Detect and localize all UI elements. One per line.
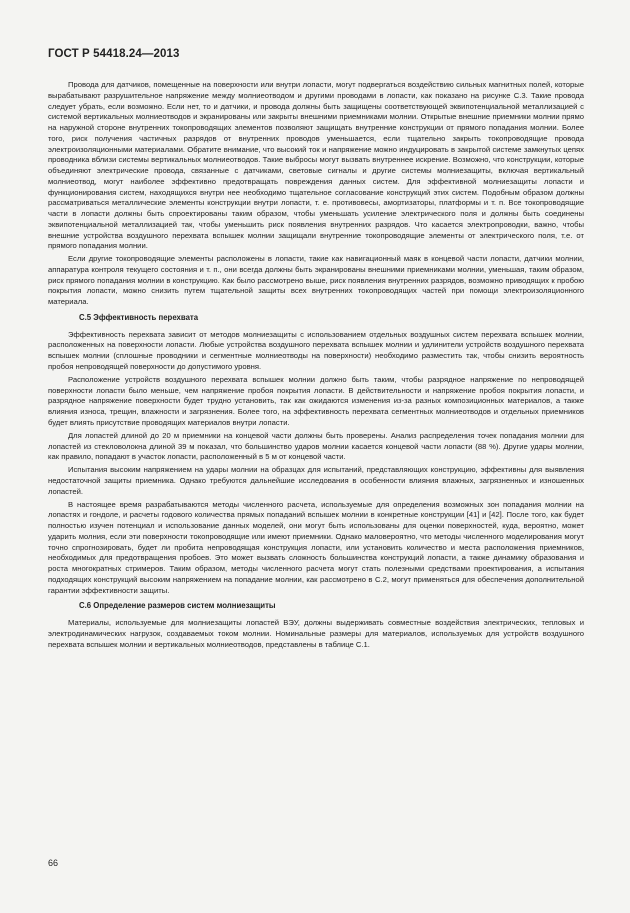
paragraph: В настоящее время разрабатываются методы численного расчета, используемые для определения возможных зон попадания молнии на лопастях и гондоле, и расчеты годового количества прямых попаданий вспышек молнии в конкретные конструкции [41] и [42]. После того, как будет полностью изучен потенциал и использование данных моделей, они могут быть использованы для оценки поверхностей, куда, вероятно, может ударить молния, если эти поверхности токопроводящие или имеют приемники. Однако маловероятно, что методы численного моделирования могут точно спрогнозировать, будет ли пробита непроводящая конструкция лопасти, или установить количество и места расположения приемников, необходимых для предотвращения пробоев. Это может вызвать сложность большинства конструкций лопасти, а также динамику образования и роста многократных стримеров. Таким образом, методы численного расчета могут стать полезными средствами проектирования, а испытания подходящих конструкций высоким напряжением на попадание молнии, как рассмотрено в С.2, могут применяться для обеспечения дополнительной гарантии эффективности защиты. <box>48 499 584 595</box>
standard-header: ГОСТ Р 54418.24—2013 <box>48 48 180 60</box>
section-heading-c6: С.6 Определение размеров систем молниезащиты <box>79 601 276 611</box>
paragraph: Расположение устройств воздушного перехвата вспышек молнии должно быть таким, чтобы разрядное напряжение по непроводящей поверхности лопасти было меньше, чем напряжение пробоя покрытия лопасти. В действительности и напряжение пробоя покрытия лопасти, и разрядное напряжение поверхности будет трудно установить, так как ожидаются изменения из-за разных композиционных материалов, а также влияния износа, трещин, влажности и загрязнения. Более того, на эффективность перехвата сегментных молниеотводов и отдельных приемников будет влиять присутствие проводящих материалов внутри лопасти. <box>48 374 584 427</box>
paragraph: Если другие токопроводящие элементы расположены в лопасти, такие как навигационный маяк в концевой части лопасти, датчики молнии, аппаратура контроля текущего состояния и т. п., они всегда должны быть экранированы внешними приемниками молнии, уменьшая, таким образом, риск прямого попадания молнии в конструкцию. Как было рассмотрено выше, риск появления внутренних разрядов, возможно приводящих к пробою покрытия лопасти, можно снизить путем тщательной защиты всех внутренних токопроводящих частей при помощи электроизоляционного материала. <box>48 254 584 307</box>
paragraph: Испытания высоким напряжением на удары молнии на образцах для испытаний, представляющих конструкцию, эффективны для выявления недостаточной защиты приемника. Однако требуются дальнейшие исследования в особенности влияния влажных, загрязненных и изношенных лопастей. <box>48 465 584 496</box>
page-number: 66 <box>48 858 59 868</box>
paragraph: Материалы, используемые для молниезащиты лопастей ВЭУ, должны выдерживать совместные воздействия электрических, тепловых и электродинамических нагрузок, создаваемых током молнии. Номинальные размеры для материалов, используемых для устройств воздушного перехвата вспышек молнии и вертикальных молниеотводов, представлены в таблице С.1. <box>48 618 584 649</box>
paragraph: Эффективность перехвата зависит от методов молниезащиты с использованием отдельных воздушных систем перехвата вспышек молнии, расположенных на поверхности лопасти. Любые устройства воздушного перехвата вспышек молнии и удлинители устройств воздушного перехвата вспышек молнии (сплошные проводники и сегментные молниеотводы на поверхности) необходимо разместить так, чтобы снизить вероятность пробоя непроводящей поверхности до допустимого уровня. <box>48 329 584 371</box>
paragraph: Провода для датчиков, помещенные на поверхности или внутри лопасти, могут подвергаться воздействию сильных магнитных полей, которые вырабатывают разрушительное напряжение между молниеотводом и другими проводами в лопасти, как показано на рисунке С.3. Такие провода следует убрать, если возможно. Если нет, то и датчики, и провода должны быть защищены соответствующей эквипотенциальной металлизацией с системой вертикальных молниеотводов и экранированы или закрыты внешними приемниками молнии. Открытые внешние приемники молнии прямо на наружной стороне внутренних токопроводящих элементов позволяют защищать внутренние конструкции от прямого попадания молнии. Более того, риск получения частичных разрядов от внутренних проводов уменьшается, если тщательно закрыть токопроводящие провода электроизоляционными материалами. Обратите внимание, что высокий ток и напряжение можно индуцировать в закрытой системе замкнутых цепях проводника вблизи системы вертикальных молниеотводов. Такие выбросы могут вызвать внутреннее искрение. Возможно, что конструкции, которые объединяют электрические провода, связанные с датчиками, световые сигналы и другие системы молниезащиты, включая вертикальный молниеотвод, могут наиболее эффективно предотвращать повреждения данных систем. Для эффективной молниезащиты лопасти и функционирования систем, находящихся внутри нее необходимо тщательное согласование конструкций этих систем. Подобным образом должны рассматриваться металлические элементы конструкции внутри лопасти, т. е. противовесы, амортизаторы, платформы и т. п. Все токопроводящие части в лопасти должны быть спроектированы таким образом, чтобы уменьшать усиление электрического поля и должны быть соединены эквипотенциальной металлизацией так, чтобы уменьшить риск появления внутренних разрядов. Что касается электропроводки, важно, чтобы внешние устройства воздушного перехвата вспышек молнии защищали внутренние токопроводящие элементы от электрического поля, т.е. от прямого попадания молнии. <box>48 80 584 251</box>
document-body <box>48 80 584 653</box>
paragraph: Для лопастей длиной до 20 м приемники на концевой части должны быть проверены. Анализ распределения точек попадания молнии для лопастей из стекловолокна длиной 39 м показал, что большинство ударов молнии касается концевой части лопасти (88 %). Другие удары молнии, как правило, попадают в участок лопасти, расположенный в 5 м от концевой части. <box>48 430 584 462</box>
section-heading-c5: С.5 Эффективность перехвата <box>79 312 199 322</box>
